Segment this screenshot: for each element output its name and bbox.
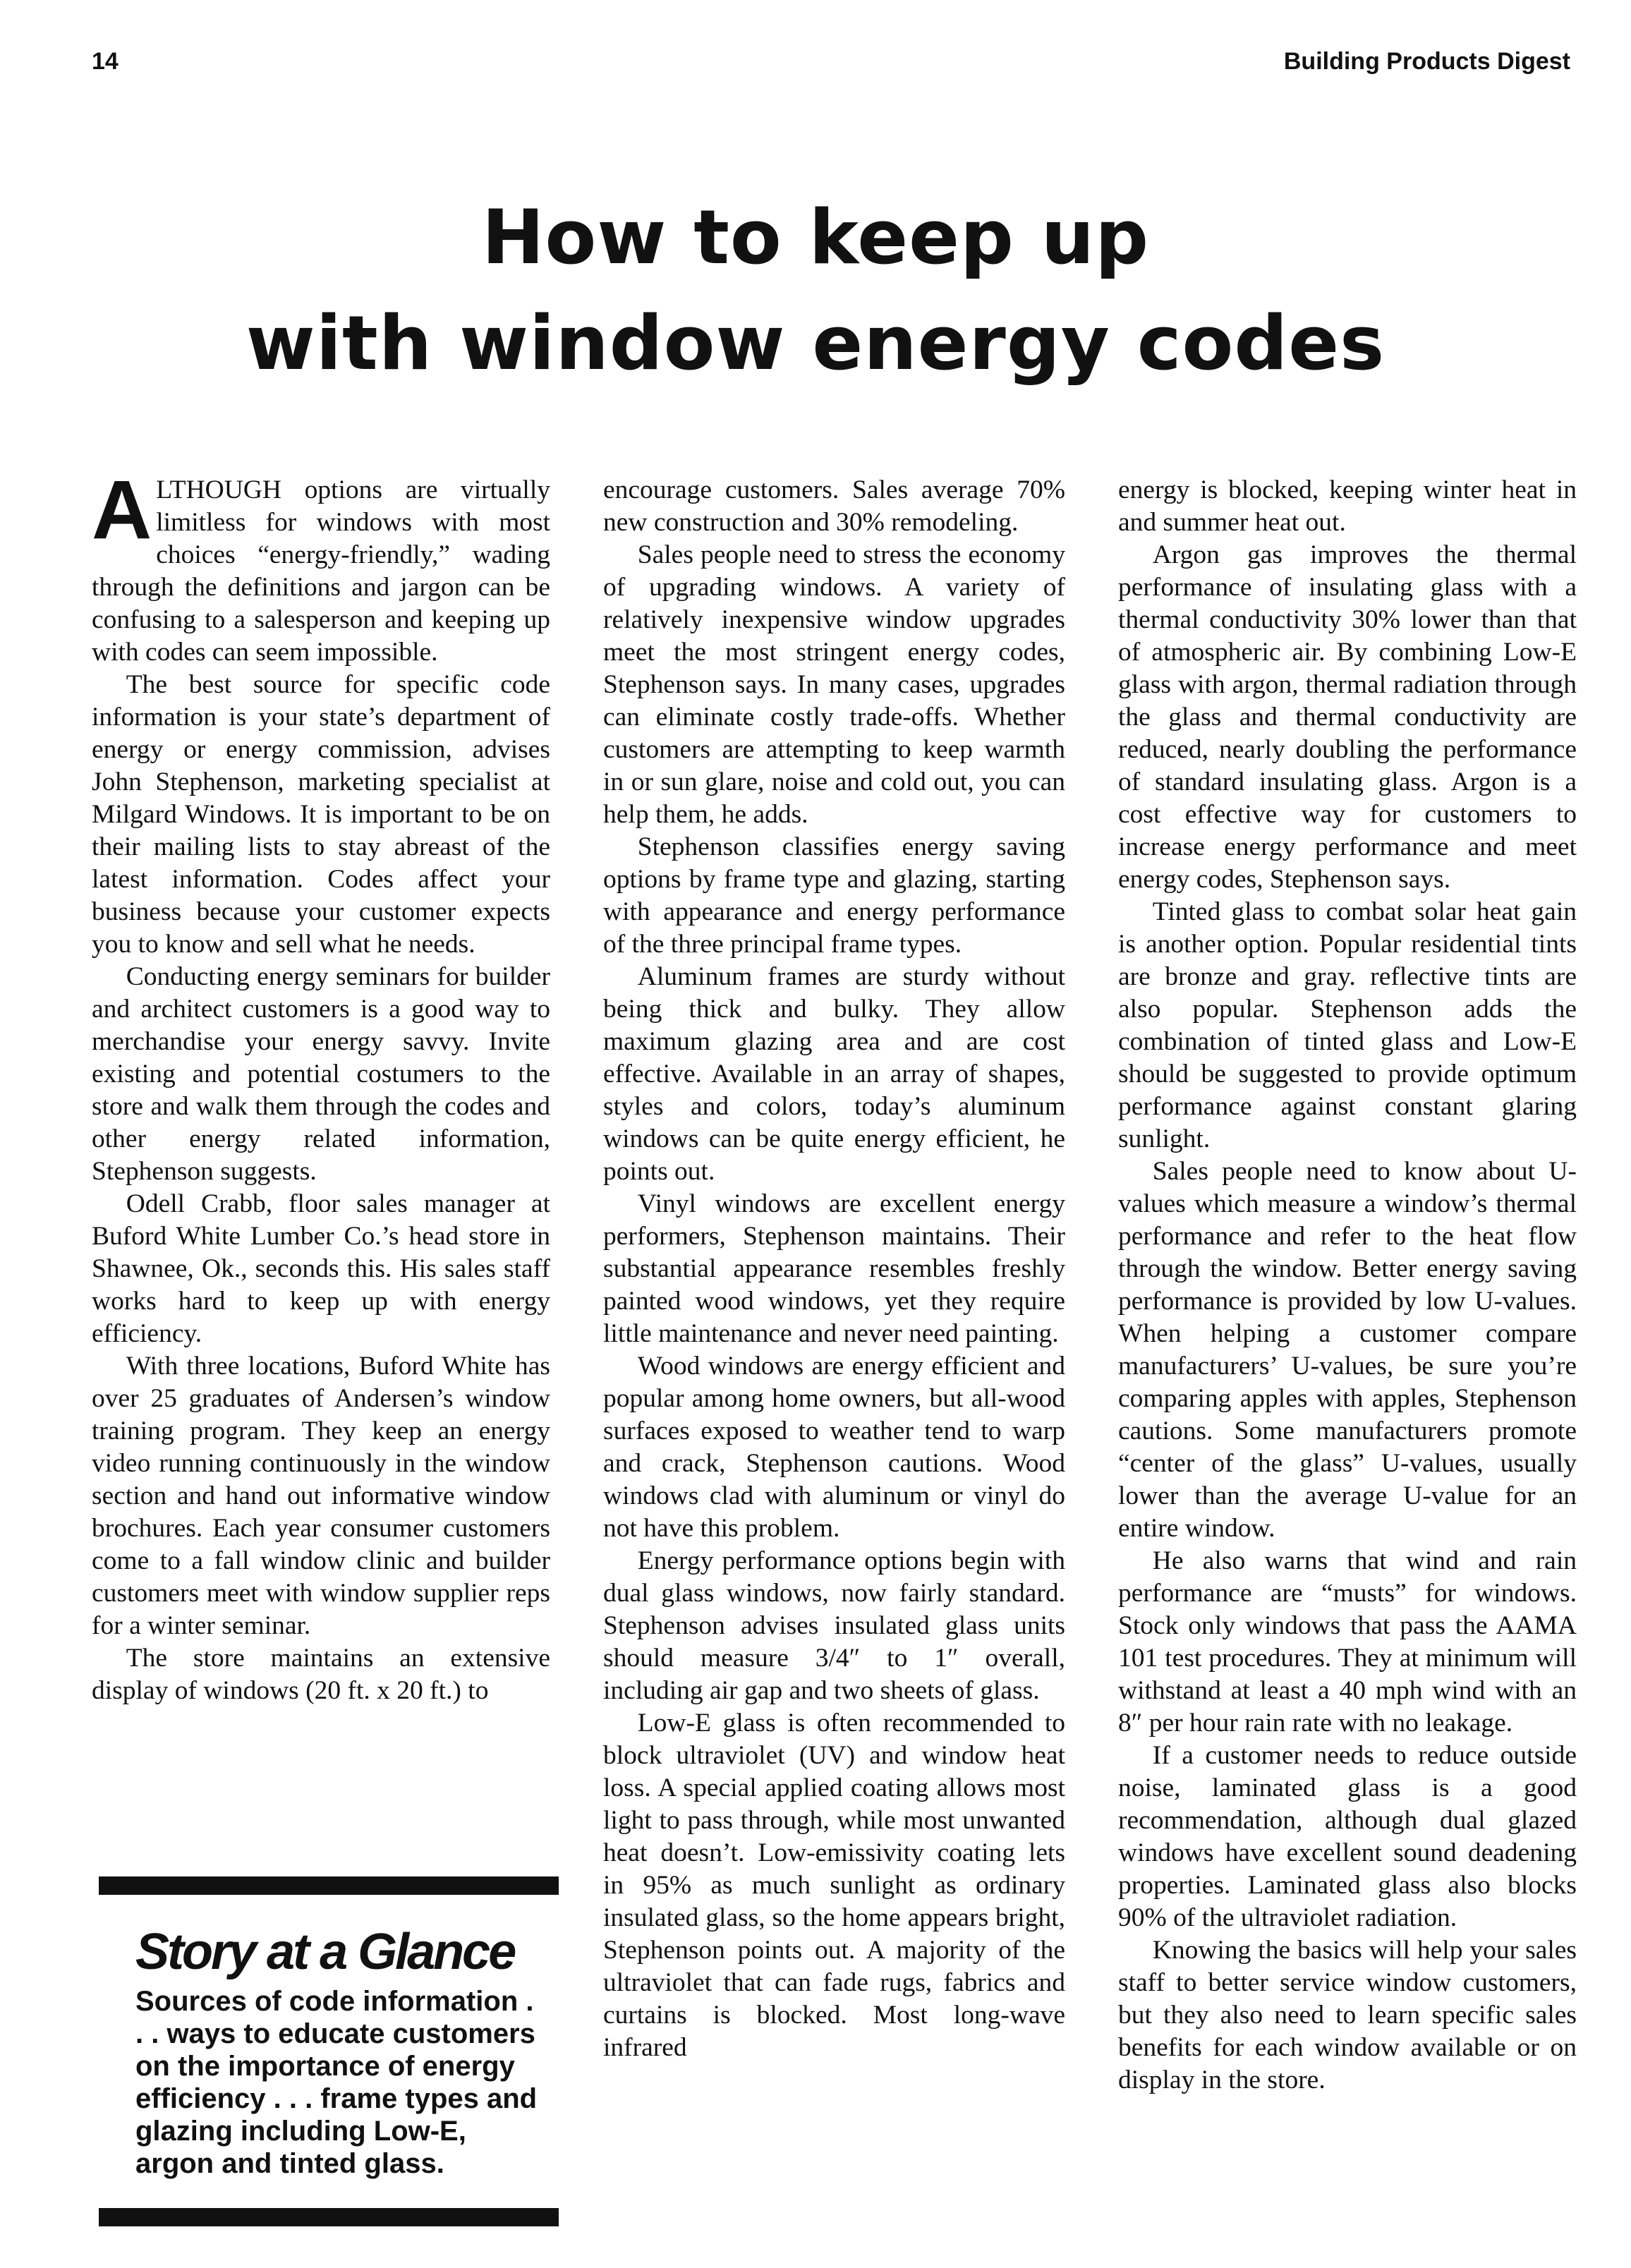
paragraph: Energy performance options begin with dual glass windows, now fairly standard. Stephenson advises insulated glass units should measure 3/4″ to 1″ overall, including air gap and two sheets of glass. xyxy=(603,1546,1065,1705)
story-at-a-glance-box xyxy=(99,1876,559,2226)
headline-line-1: How to keep up xyxy=(481,194,1150,281)
paragraph-text: LTHOUGH options are virtually limitless for windows with most choices “energy-friendly,” wading through the definitions and jargon can be confusing to a salesperson and keeping up with codes can seem impossible. xyxy=(92,475,550,667)
paragraph: Wood windows are energy efficient and popular among home owners, but all-wood surfaces exposed to weather tend to warp and crack, Stephenson cautions. Wood windows clad with aluminum or vinyl do not have this problem. xyxy=(603,1352,1065,1543)
publication-name: Building Products Digest xyxy=(1283,48,1570,75)
glance-bottom-rule xyxy=(99,2208,559,2226)
headline xyxy=(0,185,1631,396)
paragraph: Odell Crabb, floor sales manager at Buford White Lumber Co.’s head store in Shawnee, Ok., seconds this. His sales staff works hard to keep up with energy efficiency. xyxy=(92,1189,550,1348)
paragraph: The store maintains an extensive display of windows (20 ft. x 20 ft.) to xyxy=(92,1644,550,1705)
article-column-2 xyxy=(603,474,1065,2064)
article-column-1 xyxy=(92,463,550,1707)
paragraph: Stephenson classifies energy saving options by frame type and glazing, starting with appearance and energy performance of the three principal frame types. xyxy=(603,832,1065,959)
glance-summary: Sources of code information . . . ways to educate customers on the importance of energy efficiency . . . frame types and glazing including Low-E, argon and tinted glass. xyxy=(135,1986,538,2179)
paragraph: Tinted glass to combat solar heat gain is another option. Popular residential tints are bronze and gray. reflective tints are also popular. Stephenson adds the combination of tinted glass and Low-E should be suggested to provide optimum performance against constant glaring sunlight. xyxy=(1118,897,1577,1153)
paragraph: With three locations, Buford White has over 25 graduates of Andersen’s window training program. They keep an energy video running continuously in the window section and hand out informative window brochures. Each year consumer customers come to a fall window clinic and builder customers meet with window supplier reps for a winter seminar. xyxy=(92,1352,550,1640)
article-column-3 xyxy=(1118,474,1577,2097)
paragraph: energy is blocked, keeping winter heat in and summer heat out. xyxy=(1118,475,1577,537)
page-number: 14 xyxy=(92,48,119,75)
paragraph: He also warns that wind and rain performance are “musts” for windows. Stock only windows that pass the AAMA 101 test procedures. They at minimum will withstand at least a 40 mph wind with an 8″ per hour rain rate with no leakage. xyxy=(1118,1546,1577,1738)
paragraph: Sales people need to stress the economy of upgrading windows. A variety of relatively inexpensive window upgrades meet the most stringent energy codes, Stephenson says. In many cases, upgrades can eliminate costly trade-offs. Whether customers are attempting to keep warmth in or sun glare, noise and cold out, you can help them, he adds. xyxy=(603,540,1065,829)
paragraph xyxy=(92,463,550,669)
paragraph: Low-E glass is often recommended to block ultraviolet (UV) and window heat loss. A special applied coating allows most light to pass through, while most unwanted heat doesn’t. Low-emissivity coating lets in 95% as much sunlight as ordinary insulated glass, so the home appears bright, Stephenson points out. A majority of the ultraviolet that can fade rugs, fabrics and curtains is blocked. Most long-wave infrared xyxy=(603,1709,1065,2062)
paragraph: Sales people need to know about U-values which measure a window’s thermal performance and refer to the heat flow through the window. Better energy saving performance is provided by low U-values. When helping a customer compare manufacturers’ U-values, be sure you’re comparing apples with apples, Stephenson cautions. Some manufacturers promote “center of the glass” U-values, usually lower than the average U-value for an entire window. xyxy=(1118,1157,1577,1543)
paragraph: If a customer needs to reduce outside noise, laminated glass is a good recommendation, although dual glazed windows have excellent sound deadening properties. Laminated glass also blocks 90% of the ultraviolet radiation. xyxy=(1118,1741,1577,1932)
paragraph: encourage customers. Sales average 70% new construction and 30% remodeling. xyxy=(603,475,1065,537)
glance-title: Story at a Glance xyxy=(135,1924,515,1980)
paragraph: Aluminum frames are sturdy without being thick and bulky. They allow maximum glazing area and are cost effective. Available in an array of shapes, styles and colors, today’s aluminum windows can be quite energy efficient, he points out. xyxy=(603,962,1065,1186)
drop-cap: A xyxy=(92,463,152,557)
paragraph: Argon gas improves the thermal performance of insulating glass with a thermal conductivity 30% lower than that of atmospheric air. By combining Low-E glass with argon, thermal radiation through the glass and thermal conductivity are reduced, nearly doubling the performance of standard insulating glass. Argon is a cost effective way for customers to increase energy performance and meet energy codes, Stephenson says. xyxy=(1118,540,1577,894)
headline-line-2: with window energy codes xyxy=(245,300,1386,387)
paragraph: Knowing the basics will help your sales staff to better service window customers, but they also need to learn specific sales benefits for each window available or on display in the store. xyxy=(1118,1936,1577,2094)
paragraph: Conducting energy seminars for builder and architect customers is a good way to merchandise your energy savvy. Invite existing and potential costumers to the store and walk them through the codes and other energy related information, Stephenson suggests. xyxy=(92,962,550,1186)
glance-top-rule xyxy=(99,1876,559,1895)
paragraph: Vinyl windows are excellent energy performers, Stephenson maintains. Their substantial appearance resembles freshly painted wood windows, yet they require little maintenance and never need painting. xyxy=(603,1189,1065,1348)
paragraph: The best source for specific code information is your state’s department of energy or energy commission, advises John Stephenson, marketing specialist at Milgard Windows. It is important to be on their mailing lists to stay abreast of the latest information. Codes affect your business because your customer expects you to know and sell what he needs. xyxy=(92,670,550,959)
